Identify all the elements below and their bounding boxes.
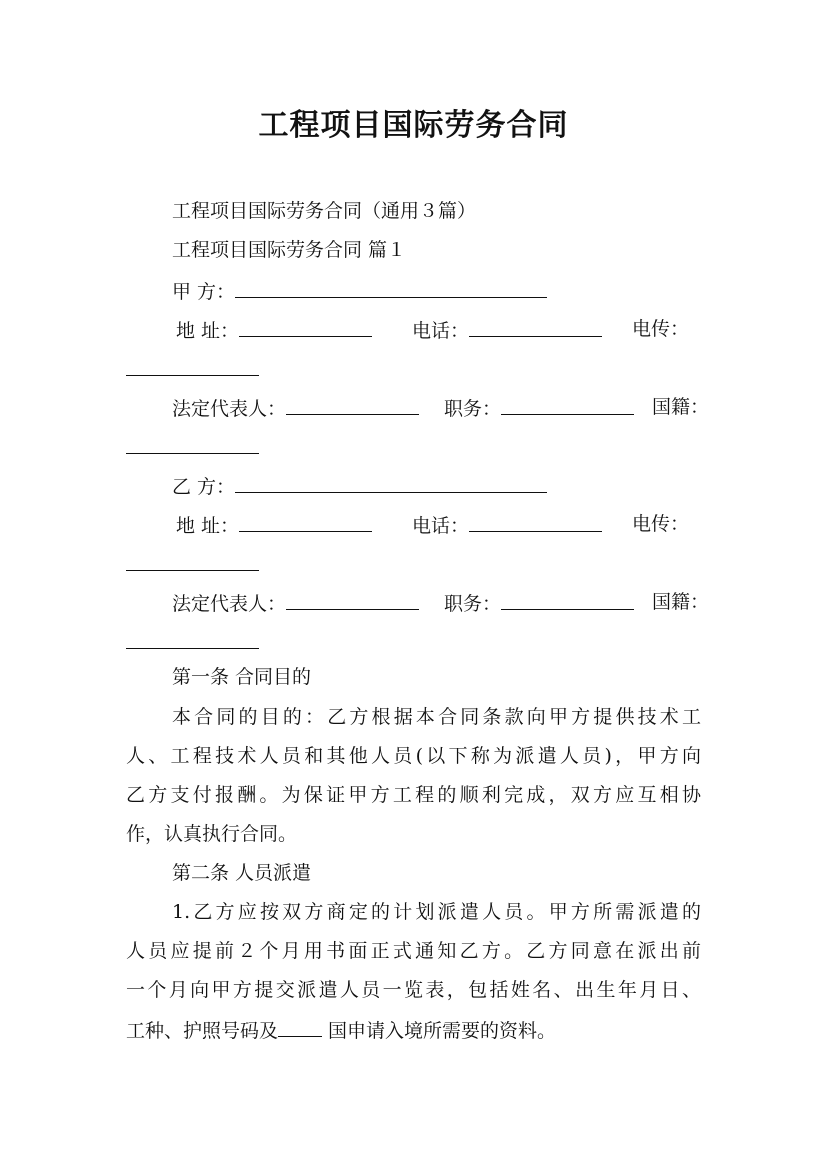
party-a-address-blank: [239, 316, 372, 337]
article2-country-blank: [278, 1016, 322, 1037]
article1-line-3: 乙方支付报酬。为保证甲方工程的顺利完成，双方应互相协: [126, 784, 701, 806]
party-a-rep-label: 法定代表人：: [172, 398, 287, 420]
party-b-row: [172, 472, 547, 500]
party-a-position-row: [444, 394, 634, 422]
article2-line-4-after: 国申请入境所需要的资料。: [322, 1020, 557, 1042]
party-a-phone-label: 电话：: [412, 320, 470, 342]
party-a-label: 甲 方：: [172, 281, 236, 303]
party-b-nationality-row: [126, 628, 259, 656]
article1-line-1: 本合同的目的：乙方根据本合同条款向甲方提供技术工: [172, 706, 701, 728]
party-a-fax-blank: [126, 355, 259, 376]
party-a-fax-row: [126, 355, 259, 383]
party-a-address-row: [176, 316, 372, 344]
party-a-phone-row: [412, 316, 602, 344]
party-b-fax-blank: [126, 550, 259, 571]
party-b-fax-row: [126, 550, 259, 578]
party-a-blank: [235, 277, 547, 298]
party-a-row: [172, 277, 547, 305]
party-b-phone-row: [412, 511, 602, 539]
party-a-position-blank: [501, 394, 634, 415]
party-b-blank: [235, 472, 547, 493]
party-b-position-label: 职务：: [444, 593, 502, 615]
party-a-address-label: 地 址：: [176, 320, 240, 342]
article2-line-4-before: 工种、护照号码及: [126, 1020, 279, 1042]
article2-line-1: 1.乙方应按双方商定的计划派遣人员。甲方所需派遣的: [172, 901, 701, 923]
party-b-fax-label: 电传：: [632, 513, 690, 535]
article1-line-2: 人、工程技术人员和其他人员(以下称为派遣人员)，甲方向: [126, 745, 701, 767]
party-b-address-label: 地 址：: [176, 515, 240, 537]
party-b-address-blank: [239, 511, 372, 532]
party-b-address-row: [176, 511, 372, 539]
party-a-rep-row: [172, 394, 419, 422]
party-b-position-blank: [501, 589, 634, 610]
document-subtitle: 工程项目国际劳务合同（通用３篇）: [172, 200, 477, 222]
party-a-nationality-label: 国籍：: [652, 396, 710, 418]
party-a-position-label: 职务：: [444, 398, 502, 420]
party-b-rep-blank: [286, 589, 419, 610]
article2-heading: 第二条 人员派遣: [172, 862, 312, 884]
party-b-nationality-label: 国籍：: [652, 591, 710, 613]
section-title: 工程项目国际劳务合同 篇１: [172, 239, 407, 261]
article1-line-4: 作，认真执行合同。: [126, 823, 298, 845]
party-b-rep-row: [172, 589, 419, 617]
party-a-phone-blank: [469, 316, 602, 337]
party-b-label: 乙 方：: [172, 476, 236, 498]
party-a-nationality-blank: [126, 433, 259, 454]
party-b-phone-blank: [469, 511, 602, 532]
party-b-position-row: [444, 589, 634, 617]
party-b-rep-label: 法定代表人：: [172, 593, 287, 615]
party-a-nationality-row: [126, 433, 259, 461]
article1-heading: 第一条 合同目的: [172, 666, 312, 688]
party-b-nationality-blank: [126, 628, 259, 649]
article2-line-3: 一个月向甲方提交派遣人员一览表，包括姓名、出生年月日、: [126, 979, 701, 1001]
article2-line-4: [126, 1016, 556, 1044]
party-b-phone-label: 电话：: [412, 515, 470, 537]
article2-line-2: 人员应提前２个月用书面正式通知乙方。乙方同意在派出前: [126, 940, 701, 962]
party-a-rep-blank: [286, 394, 419, 415]
document-title: 工程项目国际劳务合同: [258, 108, 569, 143]
party-a-fax-label: 电传：: [632, 318, 690, 340]
